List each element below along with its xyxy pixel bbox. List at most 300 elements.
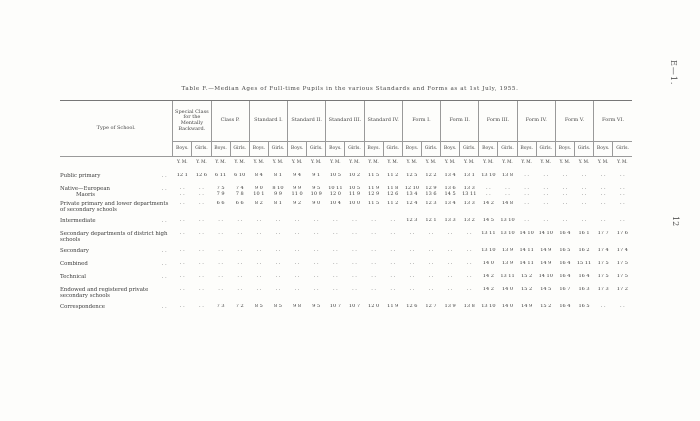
median-age-cell: [326, 186, 345, 201]
median-age-cell: [307, 261, 326, 274]
median-age-cell: [211, 231, 230, 248]
median-age-value: . .: [256, 248, 262, 253]
median-age-cell: [192, 248, 211, 261]
column-group-header: Standard II.: [288, 101, 326, 142]
median-age-value: . .: [600, 173, 606, 178]
median-age-cell: [268, 304, 287, 317]
median-age-cell: [402, 218, 421, 231]
median-age-cell: [536, 248, 555, 261]
median-age-value: . .: [371, 274, 377, 279]
column-group-header: Form IV.: [517, 101, 555, 142]
median-age-value: . .: [294, 287, 300, 292]
median-age-value: 10 2: [348, 173, 361, 178]
boys-column-header: Boys.: [594, 142, 613, 157]
median-age-cell: [421, 231, 440, 248]
median-age-value: . .: [256, 231, 262, 236]
median-age-value: . .: [275, 248, 281, 253]
median-age-cell: [288, 261, 307, 274]
median-age-cell: [230, 304, 249, 317]
median-age-cell: [192, 218, 211, 231]
median-age-value: . .: [313, 231, 319, 236]
median-age-cell: [498, 287, 517, 304]
median-age-value: . .: [332, 248, 338, 253]
median-age-value: 6 6: [216, 201, 225, 206]
median-age-value: 16 4: [559, 304, 571, 309]
median-age-value: . .: [600, 218, 606, 223]
median-age-cell: [498, 173, 517, 186]
median-age-cell: [613, 274, 632, 287]
girls-column-header: Girls.: [230, 142, 249, 157]
median-age-value: . .: [332, 231, 338, 236]
median-age-cell: [192, 287, 211, 304]
median-age-cell: [230, 231, 249, 248]
median-age-value: . .: [562, 173, 568, 178]
median-age-cell: [345, 218, 364, 231]
median-age-cell: [249, 201, 268, 218]
median-age-value-secondary: 12 9: [368, 190, 380, 197]
unit-label: Y. M.: [368, 159, 379, 164]
median-age-value: 11 5: [368, 201, 380, 206]
median-age-cell: [555, 248, 574, 261]
median-age-cell: [288, 274, 307, 287]
median-age-value: 9 5: [312, 304, 321, 309]
median-age-value: 13 9: [501, 261, 514, 266]
median-age-cell: [574, 201, 593, 218]
median-age-value: 14 9: [540, 261, 552, 266]
median-age-cell: [192, 186, 211, 201]
median-age-value: . .: [294, 248, 300, 253]
median-age-cell: [613, 201, 632, 218]
median-age-value: 12 10: [404, 186, 420, 191]
median-age-cell: [326, 218, 345, 231]
table-row: [60, 274, 632, 287]
median-age-value: . .: [428, 248, 434, 253]
median-age-cell: [173, 304, 192, 317]
median-age-cell: [364, 287, 383, 304]
median-age-value: . .: [294, 274, 300, 279]
median-age-value: 13 10: [481, 248, 496, 253]
median-age-cell: [364, 173, 383, 186]
median-age-value: 14 0: [501, 304, 514, 309]
median-age-value: . .: [447, 248, 453, 253]
median-age-cell: [383, 287, 402, 304]
median-age-cell: [383, 261, 402, 274]
median-age-cell: [173, 287, 192, 304]
median-age-cell: [594, 274, 613, 287]
median-age-value-secondary: . .: [600, 190, 606, 197]
median-age-value: 10 4: [329, 201, 341, 206]
median-age-value: . .: [218, 248, 223, 253]
median-age-cell: [192, 304, 211, 317]
median-age-value-secondary: 13 4: [406, 190, 418, 197]
median-age-cell: [345, 231, 364, 248]
median-age-cell: [594, 248, 613, 261]
median-age-cell: [326, 231, 345, 248]
median-age-cell: [230, 261, 249, 274]
column-group-header: Standard III.: [326, 101, 364, 142]
median-age-value: 15 2: [540, 304, 552, 309]
school-type-name: [60, 261, 173, 274]
median-age-cell: [326, 201, 345, 218]
median-age-value: . .: [619, 304, 625, 309]
median-age-cell: [192, 274, 211, 287]
median-age-value: 14 9: [521, 304, 533, 309]
median-age-value: 12 3: [425, 201, 437, 206]
median-age-value: 12 4: [406, 201, 418, 206]
girls-column-header: Girls.: [498, 142, 517, 157]
column-group-header: Form III.: [479, 101, 517, 142]
median-age-cell: [345, 287, 364, 304]
median-age-value: . .: [179, 201, 185, 206]
median-age-value: . .: [352, 248, 357, 253]
median-age-value: 16 3: [578, 287, 590, 292]
median-age-cell: [402, 186, 421, 201]
median-age-value: 13 8: [501, 173, 514, 178]
median-age-value: 13 4: [444, 173, 456, 178]
median-age-cell: [574, 274, 593, 287]
median-age-cell: [498, 248, 517, 261]
median-age-value: 17 4: [597, 248, 609, 253]
median-age-cell: [268, 274, 287, 287]
median-age-cell: [517, 261, 536, 274]
school-type-name: [60, 274, 173, 287]
median-age-cell: [498, 304, 517, 317]
column-group-header: Class P.: [211, 101, 249, 142]
median-age-value: 10 5: [329, 173, 341, 178]
unit-label: Y. M.: [463, 159, 475, 164]
median-age-cell: [345, 304, 364, 317]
median-age-cell: [421, 261, 440, 274]
median-age-cell: [574, 186, 593, 201]
median-age-value: 16 5: [578, 304, 590, 309]
median-age-value: 9 0: [312, 201, 321, 206]
median-age-value: 12 1: [176, 173, 188, 178]
school-type-name: [60, 287, 173, 304]
median-age-cell: [479, 186, 498, 201]
median-age-value: . .: [371, 248, 377, 253]
median-age-value: . .: [390, 248, 396, 253]
median-age-value-secondary: . .: [179, 190, 185, 197]
median-age-value-secondary: 7 8: [235, 190, 244, 197]
median-age-cell: [517, 218, 536, 231]
median-age-cell: [326, 173, 345, 186]
leader-dots: . .: [161, 218, 167, 224]
unit-label: Y. M.: [406, 159, 418, 164]
boys-column-header: Boys.: [211, 142, 230, 157]
median-age-value: 16 4: [578, 274, 590, 279]
median-age-value: . .: [428, 261, 434, 266]
median-age-value: 14 0: [501, 287, 514, 292]
median-age-value: 8 1: [273, 173, 282, 178]
table-row: [60, 287, 632, 304]
school-type-label: Technical: [60, 274, 87, 280]
median-age-value: . .: [352, 231, 357, 236]
median-age-value: 13 9: [444, 304, 456, 309]
unit-label: Y. M.: [177, 159, 188, 164]
median-age-value: . .: [256, 261, 262, 266]
unit-label: Y. M.: [483, 159, 494, 164]
boys-column-header: Boys.: [326, 142, 345, 157]
median-age-value: . .: [409, 287, 415, 292]
median-age-cell: [249, 304, 268, 317]
boys-column-header: Boys.: [249, 142, 268, 157]
table-row: [60, 248, 632, 261]
median-age-cell: [383, 201, 402, 218]
median-age-cell: [555, 261, 574, 274]
unit-label: Y. M.: [617, 159, 628, 164]
median-age-cell: [536, 231, 555, 248]
median-age-value: 11 9: [368, 186, 380, 191]
median-age-value: . .: [619, 186, 625, 191]
median-age-cell: [249, 261, 268, 274]
median-age-value: . .: [332, 287, 338, 292]
median-age-cell: [555, 287, 574, 304]
median-age-cell: [326, 304, 345, 317]
median-age-value: . .: [332, 218, 338, 223]
median-age-value: . .: [543, 173, 549, 178]
median-age-value-secondary: 9 9: [273, 190, 282, 197]
median-age-cell: [574, 218, 593, 231]
median-age-cell: [402, 201, 421, 218]
school-type-label: Native—European: [60, 186, 111, 192]
median-age-value: 13 3: [463, 186, 475, 191]
median-age-value: 17 3: [597, 287, 609, 292]
unit-label: Y. M.: [291, 159, 303, 164]
column-group-header: Standard IV.: [364, 101, 402, 142]
median-age-cell: [268, 201, 287, 218]
median-age-value-secondary: . .: [619, 190, 625, 197]
median-age-value: . .: [352, 261, 357, 266]
median-age-value: 15 2: [521, 274, 533, 279]
median-age-value: . .: [313, 287, 319, 292]
median-age-value: . .: [179, 218, 185, 223]
median-age-cell: [364, 201, 383, 218]
median-age-cell: [498, 274, 517, 287]
median-age-value: . .: [524, 186, 530, 191]
girls-column-header: Girls.: [345, 142, 364, 157]
median-age-value: 13 1: [463, 173, 475, 178]
median-age-cell: [249, 274, 268, 287]
median-age-value: . .: [179, 274, 185, 279]
median-age-cell: [574, 261, 593, 274]
median-age-cell: [460, 274, 479, 287]
median-age-cell: [268, 186, 287, 201]
table-row: [60, 173, 632, 186]
median-age-value: 13 2: [463, 218, 475, 223]
median-age-cell: [383, 248, 402, 261]
median-age-value: 11 5: [368, 173, 380, 178]
median-age-value: 14 5: [540, 287, 552, 292]
median-age-cell: [498, 201, 517, 218]
table-row: [60, 304, 632, 317]
median-age-cell: [594, 304, 613, 317]
median-age-cell: [613, 261, 632, 274]
median-age-value: 13 11: [500, 274, 515, 279]
median-age-value: . .: [352, 218, 357, 223]
median-age-cell: [288, 218, 307, 231]
median-age-value: . .: [447, 287, 453, 292]
median-age-value: 9 2: [293, 201, 302, 206]
median-age-value: 17 6: [616, 231, 628, 236]
median-age-cell: [498, 186, 517, 201]
table-row: [60, 201, 632, 218]
median-age-value-secondary: 12 6: [387, 190, 399, 197]
median-age-cell: [230, 287, 249, 304]
median-age-value-secondary: 13 11: [462, 190, 477, 197]
median-age-cell: [383, 186, 402, 201]
median-age-value: 14 5: [482, 218, 494, 223]
median-age-cell: [498, 261, 517, 274]
median-age-cell: [249, 186, 268, 201]
boys-column-header: Boys.: [288, 142, 307, 157]
median-age-value: . .: [218, 274, 223, 279]
median-age-cell: [383, 274, 402, 287]
median-age-cell: [249, 287, 268, 304]
median-age-value: 8 5: [273, 304, 282, 309]
median-age-value: 11 2: [387, 173, 399, 178]
unit-label: Y. M.: [444, 159, 456, 164]
median-age-value: 13 10: [481, 304, 496, 309]
median-age-value-secondary: . .: [199, 190, 204, 197]
median-age-cell: [555, 274, 574, 287]
median-age-value: 10 7: [348, 304, 361, 309]
school-type-name: [60, 248, 173, 261]
median-age-value: . .: [466, 248, 472, 253]
median-age-cell: [288, 248, 307, 261]
school-type-label: Combined: [60, 261, 88, 267]
median-age-value: . .: [313, 274, 319, 279]
median-age-value-secondary: . .: [562, 190, 568, 197]
school-type-label: Intermediate: [60, 218, 96, 224]
median-age-value: . .: [313, 218, 319, 223]
median-age-cell: [173, 186, 192, 201]
girls-column-header: Girls.: [574, 142, 593, 157]
school-type-sublabel: Maoris: [76, 192, 96, 199]
table-row: [60, 231, 632, 248]
boys-column-header: Boys.: [402, 142, 421, 157]
median-age-value: 11 2: [387, 201, 399, 206]
median-age-value: 7 2: [235, 304, 244, 309]
median-age-value: . .: [294, 218, 300, 223]
median-age-value: 16 4: [559, 231, 571, 236]
median-age-value: . .: [581, 218, 587, 223]
median-age-cell: [249, 218, 268, 231]
median-age-value-secondary: . .: [524, 190, 530, 197]
unit-label: Y. M.: [330, 159, 341, 164]
median-age-value: . .: [275, 231, 281, 236]
median-age-value: . .: [466, 287, 472, 292]
median-age-cell: [460, 201, 479, 218]
median-age-cell: [402, 261, 421, 274]
median-age-cell: [345, 248, 364, 261]
median-age-value: . .: [619, 218, 625, 223]
median-age-value: 12 3: [406, 218, 418, 223]
median-age-value: . .: [619, 173, 625, 178]
median-age-value: . .: [562, 186, 568, 191]
median-age-value: . .: [313, 261, 319, 266]
median-age-cell: [613, 231, 632, 248]
median-age-value: 13 10: [500, 231, 515, 236]
leader-dots: . .: [161, 261, 167, 267]
median-age-cell: [173, 201, 192, 218]
median-age-value: . .: [199, 261, 204, 266]
median-age-value: 13 3: [444, 218, 456, 223]
column-group-header: Standard I.: [249, 101, 287, 142]
median-age-cell: [421, 287, 440, 304]
median-age-value: . .: [237, 231, 243, 236]
table-row: [60, 261, 632, 274]
median-age-cell: [345, 186, 364, 201]
boys-column-header: Boys.: [555, 142, 574, 157]
median-age-value: 11 8: [387, 186, 399, 191]
median-age-cell: [402, 304, 421, 317]
unit-label: Y. M.: [425, 159, 437, 164]
median-age-cell: [268, 218, 287, 231]
median-age-cell: [555, 173, 574, 186]
unit-label: Y. M.: [196, 159, 207, 164]
median-age-cell: [479, 173, 498, 186]
median-age-value: . .: [352, 287, 357, 292]
median-age-value: . .: [447, 261, 453, 266]
median-age-value: . .: [275, 261, 281, 266]
girls-column-header: Girls.: [192, 142, 211, 157]
median-age-value: . .: [428, 274, 434, 279]
leader-dots: . .: [161, 274, 167, 280]
median-age-value: 14 2: [482, 274, 494, 279]
median-age-cell: [192, 173, 211, 186]
median-age-cell: [383, 231, 402, 248]
table-row: [60, 186, 632, 201]
median-age-value: 14 10: [538, 274, 553, 279]
median-age-cell: [364, 231, 383, 248]
median-age-value: 16 5: [559, 248, 571, 253]
median-age-value: . .: [466, 261, 472, 266]
median-age-cell: [441, 274, 460, 287]
boys-column-header: Boys.: [479, 142, 498, 157]
median-age-cell: [288, 304, 307, 317]
column-group-header: Special Class for the Mentally Backward.: [173, 101, 211, 142]
median-age-cell: [498, 231, 517, 248]
median-age-value: 9 4: [293, 173, 302, 178]
median-age-value: . .: [275, 287, 281, 292]
median-age-cell: [536, 274, 555, 287]
median-age-value: . .: [256, 274, 262, 279]
median-age-cell: [288, 201, 307, 218]
median-age-cell: [364, 261, 383, 274]
median-age-cell: [555, 218, 574, 231]
median-age-value: 12 2: [425, 173, 437, 178]
median-age-cell: [594, 261, 613, 274]
median-age-cell: [307, 287, 326, 304]
median-age-value: 12 7: [425, 304, 437, 309]
page-reference: E—1.: [669, 60, 678, 86]
median-age-value: . .: [199, 186, 204, 191]
median-age-cell: [460, 218, 479, 231]
median-age-value: 10 11: [328, 186, 343, 191]
median-age-cell: [517, 201, 536, 218]
column-group-header: Form II.: [441, 101, 479, 142]
median-age-cell: [402, 231, 421, 248]
median-age-value-secondary: 11 9: [348, 190, 361, 197]
boys-column-header: Boys.: [517, 142, 536, 157]
unit-label: Y. M.: [540, 159, 552, 164]
median-age-value: . .: [237, 261, 243, 266]
median-age-cell: [536, 218, 555, 231]
median-age-cell: [211, 186, 230, 201]
median-age-value: . .: [390, 231, 396, 236]
median-age-cell: [421, 248, 440, 261]
units-row-spacer: [60, 157, 173, 174]
